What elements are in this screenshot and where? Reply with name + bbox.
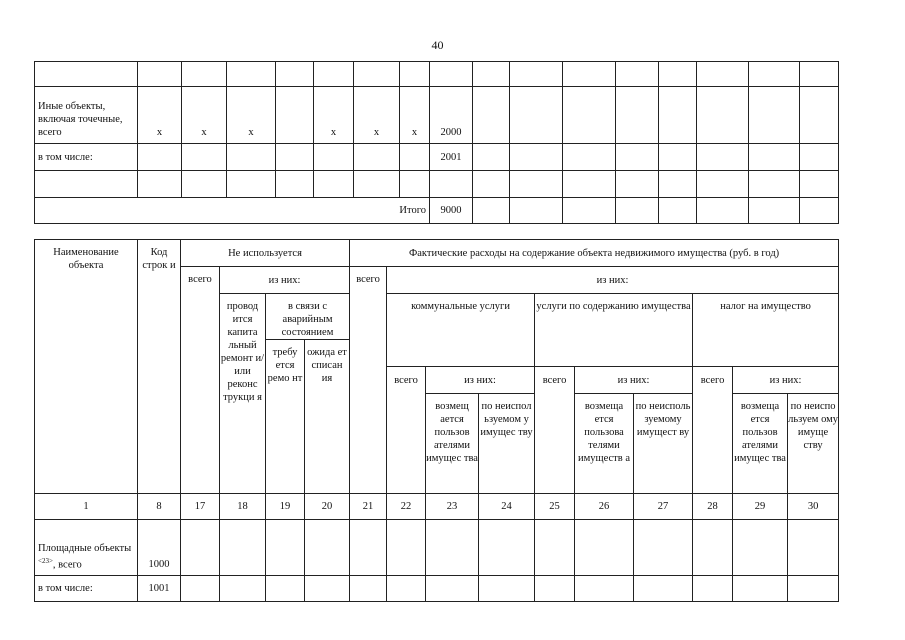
table-row-total [35, 198, 839, 224]
column-number: 8 [138, 494, 181, 520]
row-label-area-objects: Площадные объекты $^{<23>}$, всего [35, 520, 138, 576]
header-emergency-state: в связи с аварийным состоянием [266, 294, 350, 340]
top-table [34, 61, 839, 224]
header-unused-maintenance: по неисполь зуемому имущест ву [634, 394, 693, 494]
column-number: 21 [350, 494, 387, 520]
line-code-1000: 1000 [138, 520, 181, 576]
header-unused-tax: по неиспо льзуем ому имуще ству [788, 394, 839, 494]
table-row [35, 171, 839, 198]
x-mark: x [314, 87, 354, 144]
x-mark: x [182, 87, 227, 144]
header-maintenance-total: всего [535, 367, 575, 494]
line-code-1001: 1001 [138, 576, 181, 602]
header-property-tax: налог на имущество [693, 294, 839, 367]
main-table [34, 239, 839, 602]
header-reimbursed-maintenance: возмеща ется пользова телями имуществ а [575, 394, 634, 494]
column-number: 28 [693, 494, 733, 520]
header-needs-repair: требу ется ремо нт [266, 340, 305, 494]
column-number: 18 [220, 494, 266, 520]
column-number: 29 [733, 494, 788, 520]
x-mark: x [354, 87, 400, 144]
header-tax-total: всего [693, 367, 733, 494]
header-not-used: Не используется [181, 240, 350, 267]
footnote-ref: <23> [38, 556, 53, 565]
column-number: 20 [305, 494, 350, 520]
column-number: 17 [181, 494, 220, 520]
row-label-other-objects: Иные объекты, включая точечные, всего [35, 87, 138, 144]
header-row [35, 240, 839, 267]
row-label-including: в том числе: [35, 576, 138, 602]
column-number-row [35, 494, 839, 520]
column-number: 23 [426, 494, 479, 520]
column-number: 19 [266, 494, 305, 520]
line-code-2001: 2001 [430, 144, 473, 171]
row-label-including: в том числе: [35, 144, 138, 171]
x-mark: x [400, 87, 430, 144]
table-row [35, 62, 839, 87]
total-label: Итого [35, 198, 430, 224]
header-awaiting-writeoff: ожида ет списан ия [305, 340, 350, 494]
header-tax-of-them: из них: [733, 367, 839, 394]
line-code-2000: 2000 [430, 87, 473, 144]
column-number: 1 [35, 494, 138, 520]
column-number: 24 [479, 494, 535, 520]
header-not-used-of-them: из них: [220, 267, 350, 294]
page-number: 40 [431, 38, 444, 52]
header-actual-expenses: Фактические расходы на содержание объекта недвижимого имущества (руб. в год) [350, 240, 839, 267]
column-number: 30 [788, 494, 839, 520]
header-object-name: Наименование объекта [35, 240, 138, 494]
header-utilities: коммунальные услуги [387, 294, 535, 367]
header-reimbursed-utilities: возмещ ается пользов ателями имущес тва [426, 394, 479, 494]
header-unused-utilities: по неиспол ьзуемом у имущес тву [479, 394, 535, 494]
column-number: 27 [634, 494, 693, 520]
header-not-used-total: всего [181, 267, 220, 494]
column-number: 22 [387, 494, 426, 520]
header-expenses-total: всего [350, 267, 387, 494]
header-expenses-of-them: из них: [387, 267, 839, 294]
header-utilities-of-them: из них: [426, 367, 535, 394]
line-code-9000: 9000 [430, 198, 473, 224]
header-line-code: Код строк и [138, 240, 181, 494]
header-maintenance-services: услуги по содержанию имущества [535, 294, 693, 367]
header-reimbursed-tax: возмеща ется пользов ателями имущес тва [733, 394, 788, 494]
column-number: 25 [535, 494, 575, 520]
x-mark: x [138, 87, 182, 144]
table-row-area-objects [35, 520, 839, 576]
table-row-including [35, 144, 839, 171]
header-utilities-total: всего [387, 367, 426, 494]
x-mark: x [227, 87, 276, 144]
table-row-other-objects [35, 87, 839, 144]
header-maintenance-of-them: из них: [575, 367, 693, 394]
header-capital-repair: провод ится капита льный ремонт и/или реконс трукци я [220, 294, 266, 494]
table-row-including [35, 576, 839, 602]
column-number: 26 [575, 494, 634, 520]
